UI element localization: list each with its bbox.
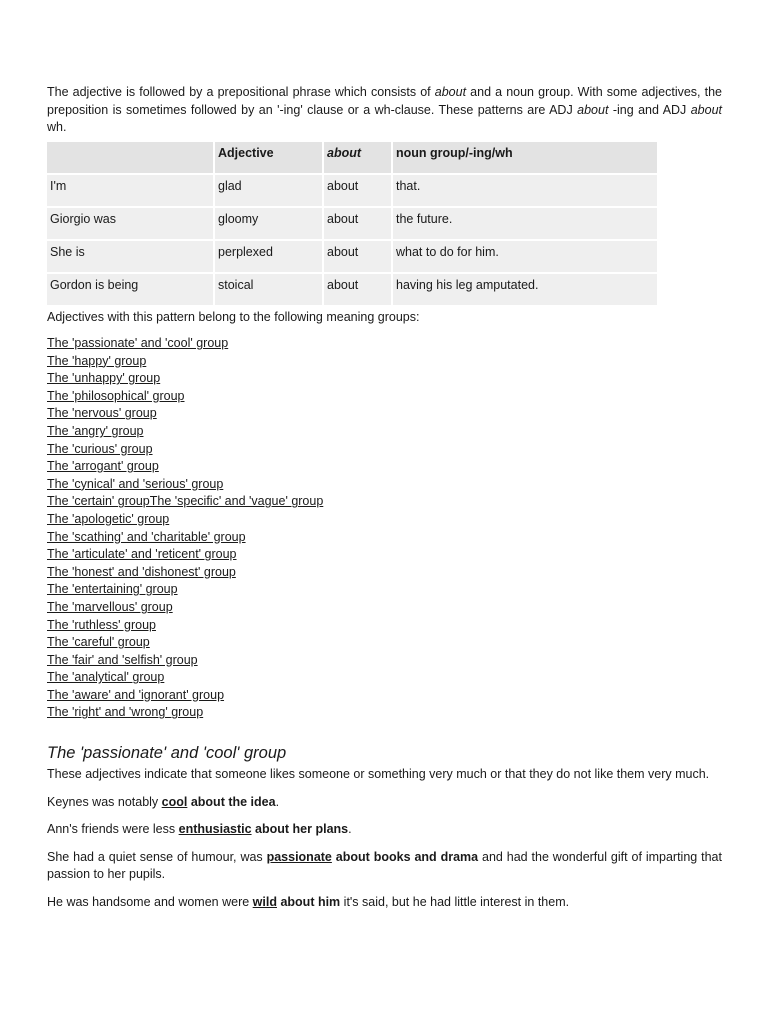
intro-about-term: about (434, 85, 467, 99)
table-cell: She is (47, 241, 213, 272)
table-header-cell: noun group/-ing/wh (393, 142, 657, 173)
group-link[interactable]: The 'fair' and 'selfish' group (47, 652, 198, 667)
list-item (47, 581, 722, 599)
list-item (47, 441, 722, 459)
table-cell: perplexed (215, 241, 322, 272)
group-link[interactable]: The 'passionate' and 'cool' group (47, 336, 229, 350)
section-description: These adjectives indicate that someone likes someone or something very much or that they do not like them very much. (47, 767, 710, 782)
table-row (47, 274, 657, 305)
table-row (47, 241, 657, 272)
table-header-cell (324, 142, 391, 173)
group-link[interactable]: The 'unhappy' group (47, 371, 161, 386)
example-phrase: about books and drama (331, 849, 479, 864)
group-link[interactable]: The 'careful' group (47, 635, 150, 650)
groups-intro: Adjectives with this pattern belong to the following meaning groups: (47, 309, 420, 324)
group-link[interactable]: The 'right' and 'wrong' group (47, 705, 204, 720)
list-item (47, 511, 722, 529)
list-item (47, 476, 722, 494)
table-cell: Giorgio was (47, 208, 213, 239)
intro-text: and a noun group. With some adjectives, the preposition is sometimes followed by an '-ing' clause or a wh-clause. These patterns are ADJ (47, 85, 723, 117)
example-text: and had the wonderful gift of imparting that passion to her pupils. (47, 849, 722, 882)
table-cell: about (324, 241, 391, 272)
table-cell: about (324, 274, 391, 305)
example-text: it's said, but he had little interest in them. (340, 894, 570, 909)
list-item (47, 704, 722, 722)
list-item (47, 617, 722, 635)
table-row (47, 175, 657, 206)
list-item (47, 353, 722, 371)
document-page (47, 84, 722, 921)
list-item (47, 652, 722, 670)
example-phrase: about her plans (251, 822, 349, 837)
table-cell: glad (215, 175, 322, 206)
group-link[interactable]: The 'apologetic' group (47, 511, 170, 526)
group-link[interactable]: The 'arrogant' group (47, 459, 159, 474)
table-header-row (47, 142, 657, 173)
example-sentence (47, 821, 722, 839)
example-text: He was handsome and women were (47, 894, 253, 909)
intro-about-term: about (690, 102, 723, 117)
example-adjective: cool (161, 794, 188, 809)
list-item (47, 599, 722, 617)
list-item (47, 564, 722, 582)
table-cell: Gordon is being (47, 274, 213, 305)
table-cell: the future. (393, 208, 657, 239)
table-cell: having his leg amputated. (393, 274, 657, 305)
intro-text: wh. (47, 120, 67, 134)
group-link[interactable]: The 'philosophical' group (47, 388, 185, 403)
group-link[interactable]: The 'nervous' group (47, 406, 157, 421)
table-cell: I'm (47, 175, 213, 206)
list-item (47, 529, 722, 547)
intro-text: The adjective is followed by a prepositional phrase which consists of (47, 85, 435, 99)
list-item (47, 335, 722, 353)
example-sentence (47, 894, 722, 912)
table-header-cell (47, 142, 213, 173)
group-link[interactable]: The 'certain' groupThe 'specific' and 'vague' group (47, 494, 324, 509)
list-item (47, 405, 722, 423)
group-link[interactable]: The 'scathing' and 'charitable' group (47, 529, 246, 544)
group-link[interactable]: The 'analytical' group (47, 670, 165, 685)
table-cell: what to do for him. (393, 241, 657, 272)
group-link[interactable]: The 'curious' group (47, 441, 153, 456)
table-cell: stoical (215, 274, 322, 305)
table-cell: that. (393, 175, 657, 206)
group-link[interactable]: The 'honest' and 'dishonest' group (47, 564, 236, 579)
example-text: . (275, 794, 280, 809)
example-adjective: wild (252, 894, 277, 909)
list-item (47, 687, 722, 705)
group-link[interactable]: The 'ruthless' group (47, 617, 156, 632)
list-item (47, 370, 722, 388)
group-link[interactable]: The 'entertaining' group (47, 582, 178, 597)
example-text: Ann's friends were less (47, 822, 179, 837)
list-item (47, 458, 722, 476)
meaning-groups-list (47, 335, 722, 722)
example-adjective: passionate (266, 849, 332, 864)
list-item (47, 423, 722, 441)
group-link[interactable]: The 'articulate' and 'reticent' group (47, 547, 237, 562)
group-link[interactable]: The 'marvellous' group (47, 599, 173, 614)
group-link[interactable]: The 'happy' group (47, 353, 147, 368)
table-cell: gloomy (215, 208, 322, 239)
example-text: Keynes was notably (47, 794, 162, 809)
example-phrase: about him (276, 894, 341, 909)
intro-paragraph (47, 84, 722, 137)
list-item (47, 388, 722, 406)
example-text: . (348, 822, 352, 837)
table-cell: about (324, 175, 391, 206)
intro-text: -ing and ADJ (608, 102, 691, 117)
table-header-about: about (327, 145, 362, 160)
example-sentence (47, 849, 722, 884)
table-cell: about (324, 208, 391, 239)
table-header-cell: Adjective (215, 142, 322, 173)
group-link[interactable]: The 'aware' and 'ignorant' group (47, 687, 225, 702)
list-item (47, 546, 722, 564)
example-phrase: about the idea (187, 794, 276, 809)
example-sentence (47, 794, 722, 812)
group-link[interactable]: The 'cynical' and 'serious' group (47, 476, 224, 491)
list-item (47, 669, 722, 687)
intro-about-term: about (577, 102, 609, 117)
table-row (47, 208, 657, 239)
example-adjective: enthusiastic (178, 822, 252, 837)
pattern-table (45, 140, 659, 307)
section-heading: The 'passionate' and 'cool' group (47, 744, 287, 763)
example-text: She had a quiet sense of humour, was (47, 849, 267, 864)
list-item (47, 634, 722, 652)
group-link[interactable]: The 'angry' group (47, 423, 144, 438)
list-item (47, 493, 722, 511)
